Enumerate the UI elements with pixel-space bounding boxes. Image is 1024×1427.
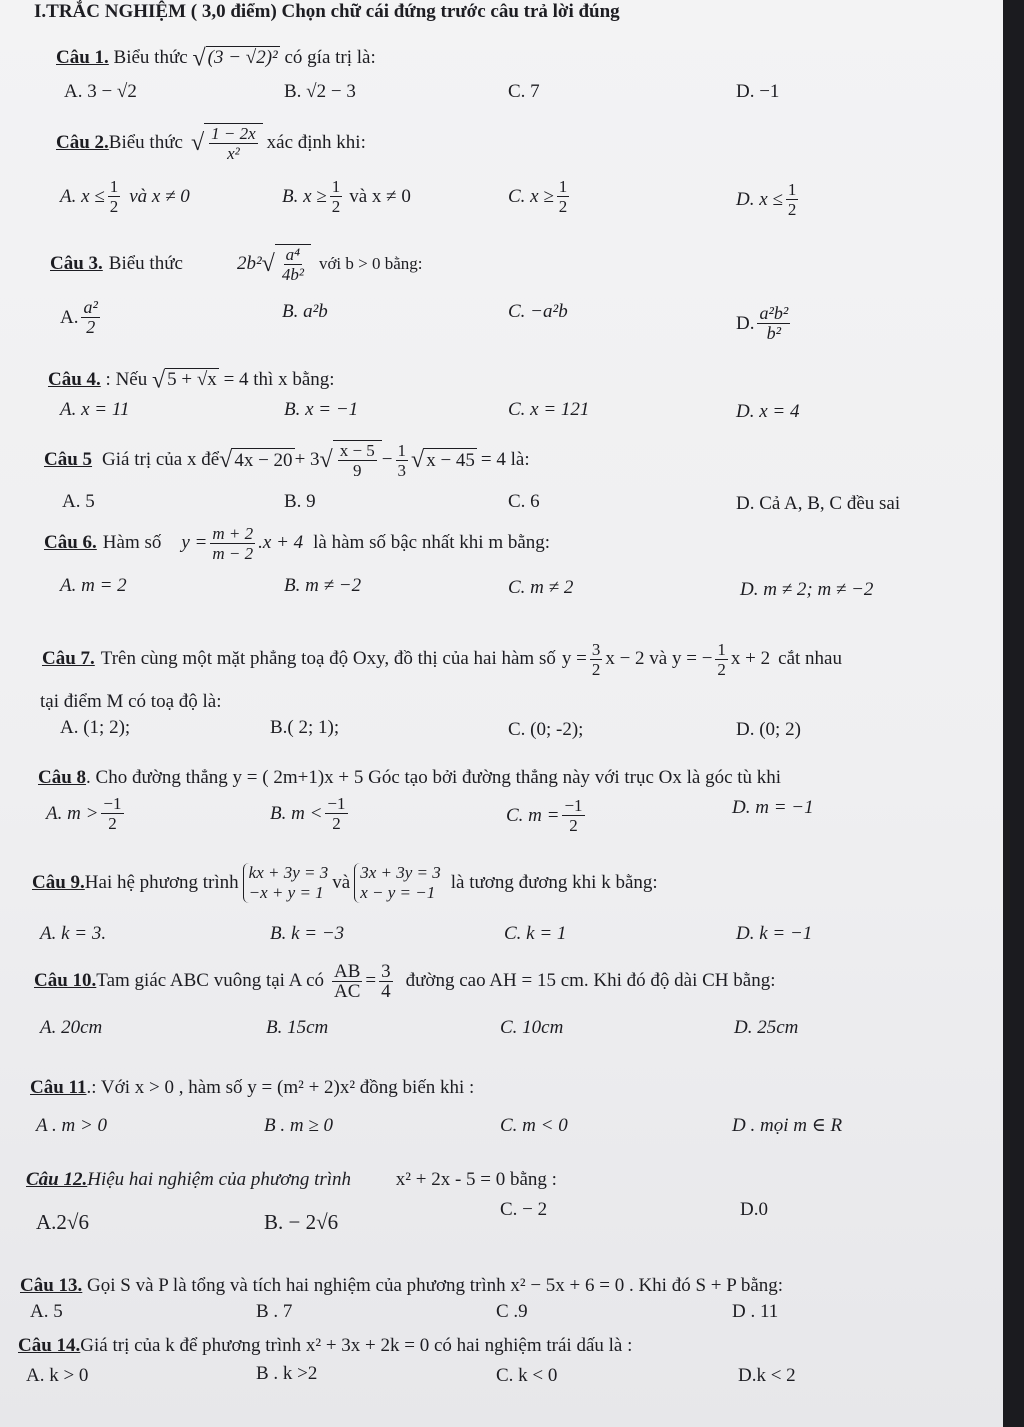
question-label: Câu 5 [44, 449, 93, 470]
q12-option-b[interactable]: B. − 2√6 [264, 1210, 339, 1234]
question-text: . Cho đường thẳng y = ( 2m+1)x + 5 Góc tạo bởi đường thẳng này với trục Ox là góc tù khi [86, 767, 782, 788]
q5-option-a[interactable]: A. 5 [62, 491, 95, 512]
question-3 [50, 236, 423, 292]
fraction: $\frac{1}{2}$ [331, 177, 341, 216]
question-5: Câu 5 Giá trị của x để √ 4x − 20 + 3 √ $\frac{x - 5}{9}$ − $\frac{1}{3}$ √ x − 45 = 4 là: [44, 440, 530, 480]
radicand: (3 − √2)² [207, 47, 278, 68]
question-label: Câu 14. [18, 1335, 81, 1356]
q1-option-b[interactable]: B. √2 − 3 [284, 81, 356, 102]
question-13 [20, 1274, 783, 1298]
sqrt-symbol: √ [192, 45, 206, 72]
q3-option-c[interactable]: C. −a²b [508, 301, 568, 322]
fraction: $\frac{3}{2}$ [591, 639, 601, 679]
q8-option-c[interactable]: C. m = $\frac{-1}{2}$ [506, 796, 583, 835]
q6-option-d[interactable]: D. m ≠ 2; m ≠ −2 [740, 579, 874, 600]
fraction: $\frac{1}{2}$ [558, 177, 568, 216]
q1-option-a[interactable]: A. 3 − √2 [64, 81, 137, 102]
sqrt-symbol: √ [219, 447, 233, 473]
question-label: Câu 13. [20, 1275, 83, 1296]
q10-option-c[interactable]: C. 10cm [500, 1017, 564, 1038]
fraction: $\frac{AB}{AC}$ [334, 960, 361, 1002]
question-label: Câu 11 [30, 1077, 87, 1098]
q14-option-a[interactable]: A. k > 0 [26, 1365, 89, 1386]
q7-option-c[interactable]: C. (0; -2); [508, 719, 584, 740]
fraction: $\frac{-1}{2}$ [103, 794, 122, 833]
question-label: Câu 12. [26, 1169, 88, 1190]
q14-option-d[interactable]: D.k < 2 [738, 1365, 796, 1386]
question-tail: = 4 thì x bằng: [223, 369, 335, 390]
fraction: $\frac{1 - 2x}{\text{x²}}$ [211, 124, 256, 163]
radicand: 4x − 20 [234, 449, 293, 471]
question-text: Hàm số [102, 532, 162, 553]
q9-option-b[interactable]: B. k = −3 [270, 923, 345, 944]
question-text: Giá trị của x để [102, 449, 220, 470]
question-tail: xác định khi: [266, 132, 366, 153]
q14-option-c[interactable]: C. k < 0 [496, 1365, 558, 1386]
q2-option-b[interactable]: B. x ≥ $\frac{1}{2}$ và x ≠ 0 [282, 177, 411, 216]
question-7: Câu 7. Trên cùng một mặt phẳng toạ độ Oxy, đồ thị của hai hàm số y = $\frac{3}{2}$ x − 2 và y = − $\frac{1}{2}$ x + 2 cắt nhau [42, 639, 842, 679]
fraction: $\frac{1}{2}$ [109, 177, 119, 216]
q2-option-a[interactable]: A. x ≤ $\frac{1}{2}$ và x ≠ 0 [60, 177, 190, 216]
q2-option-c[interactable]: C. x ≥ $\frac{1}{2}$ [508, 177, 568, 216]
question-10: Câu 10. Tam giác ABC vuông tại A có $\frac{AB}{AC}$ = $\frac{3}{4}$ đường cao AH = 15 cm. Khi đó độ dài CH bằng: [34, 960, 776, 1002]
question-6: Câu 6. Hàm số y = $\frac{m + 2}{m - 2}$ .x + 4 là hàm số bậc nhất khi m bằng: [44, 523, 551, 563]
question-label: Câu 9. [32, 872, 85, 893]
q13-option-b[interactable]: B . 7 [256, 1301, 293, 1322]
question-label: Câu 6. [44, 532, 97, 553]
q7-option-b[interactable]: B.( 2; 1); [270, 717, 340, 738]
question-tail: cắt nhau [778, 648, 842, 669]
q5-option-c[interactable]: C. 6 [508, 491, 540, 512]
question-tail: = 4 là: [480, 449, 530, 470]
q6-option-b[interactable]: B. m ≠ −2 [284, 575, 362, 596]
equation-system-2: 3x + 3y = 3 x − y = −1 [354, 863, 441, 903]
q8-option-b[interactable]: B. m < $\frac{-1}{2}$ [270, 794, 346, 833]
question-label: Câu 10. [34, 970, 97, 991]
q13-option-c[interactable]: C .9 [496, 1301, 528, 1322]
fraction: $\frac{\text{a⁴}}{\text{4b²}}$ [281, 245, 304, 284]
q5-option-d[interactable]: D. Cả A, B, C đều sai [736, 493, 901, 514]
question-2 [56, 118, 366, 168]
question-tail: với b > 0 bằng: [318, 254, 423, 273]
q9-option-d[interactable]: D. k = −1 [736, 923, 813, 944]
question-text: Biểu thức [113, 47, 188, 68]
q1-option-d[interactable]: D. −1 [736, 81, 780, 102]
radicand: 5 + √x [167, 369, 217, 390]
fraction: $\frac{-1}{2}$ [327, 794, 346, 833]
fraction: $\frac{x - 5}{9}$ [339, 441, 375, 480]
q10-option-d[interactable]: D. 25cm [734, 1017, 799, 1038]
q7-option-a[interactable]: A. (1; 2); [60, 717, 131, 738]
question-text: Gọi S và P là tổng và tích hai nghiệm của phương trình x² − 5x + 6 = 0 . Khi đó S + P bằng: [87, 1275, 784, 1296]
question-text: Biểu thức [108, 132, 183, 153]
question-text: : Nếu [105, 369, 148, 390]
dark-edge [1003, 0, 1024, 1427]
question-9: Câu 9. Hai hệ phương trình kx + 3y = 3 −x + y = 1 và 3x + 3y = 3 x − y = −1 là tương đương khi k bằng: [32, 863, 658, 902]
q4-option-a[interactable]: A. x = 11 [60, 399, 130, 420]
question-text: Trên cùng một mặt phẳng toạ độ Oxy, đồ thị của hai hàm số [100, 648, 556, 669]
question-text: Hiệu hai nghiệm của phương trình [87, 1169, 352, 1190]
question-label: Câu 4. [48, 369, 101, 390]
question-11 [30, 1076, 474, 1100]
q4-option-b[interactable]: B. x = −1 [284, 399, 359, 420]
fraction: $\frac{-1}{2}$ [564, 796, 583, 835]
q5-option-b[interactable]: B. 9 [284, 491, 316, 512]
q12-option-d[interactable]: D.0 [740, 1199, 768, 1220]
question-tail: là hàm số bậc nhất khi m bằng: [313, 532, 551, 553]
question-text: Giá trị của k để phương trình x² + 3x + 2k = 0 có hai nghiệm trái dấu là : [80, 1335, 633, 1356]
q11-option-d[interactable]: D . mọi m ∈ R [732, 1115, 843, 1136]
question-text: .: Với x > 0 , hàm số y = (m² + 2)x² đồng biến khi : [86, 1077, 475, 1098]
radicand: x − 45 [426, 449, 475, 471]
sqrt-symbol: √ [319, 447, 333, 473]
question-4 [48, 368, 335, 393]
q2-option-d[interactable]: D. x ≤ $\frac{1}{2}$ [736, 180, 797, 219]
fraction: $\frac{1}{3}$ [397, 440, 407, 480]
question-label: Câu 8 [38, 767, 87, 788]
q11-option-a[interactable]: A . m > 0 [36, 1115, 108, 1136]
q8-option-d[interactable]: D. m = −1 [732, 797, 814, 818]
question-text: Hai hệ phương trình [84, 872, 239, 893]
question-8 [38, 766, 781, 790]
question-label: Câu 7. [42, 648, 95, 669]
sqrt-symbol: √ [151, 367, 166, 394]
fraction: $\frac{m + 2}{m - 2}$ [212, 523, 254, 563]
question-tail: đường cao AH = 15 cm. Khi đó độ dài CH bằng: [405, 970, 776, 991]
fraction: $\frac{\text{a²b²}}{\text{b²}}$ [759, 303, 789, 343]
question-1 [56, 46, 376, 71]
q11-option-b[interactable]: B . m ≥ 0 [264, 1115, 334, 1136]
fraction: $\frac{1}{2}$ [787, 180, 797, 219]
question-7-line2: tại điểm M có toạ độ là: [40, 691, 222, 712]
q13-option-d[interactable]: D . 11 [732, 1301, 779, 1322]
q3-option-b[interactable]: B. a²b [282, 301, 328, 322]
q10-option-b[interactable]: B. 15cm [266, 1017, 329, 1038]
section-header: I.TRẮC NGHIỆM ( 3,0 điểm) Chọn chữ cái đứng trước câu trả lời đúng [34, 1, 620, 22]
fraction: $\frac{1}{2}$ [717, 639, 726, 679]
q13-option-a[interactable]: A. 5 [30, 1301, 63, 1322]
question-label: Câu 3. [50, 253, 103, 274]
fraction: $\frac{\text{a²}}{2}$ [83, 297, 98, 337]
question-12 [26, 1168, 557, 1192]
q9-option-c[interactable]: C. k = 1 [504, 923, 567, 944]
q7-option-d[interactable]: D. (0; 2) [736, 719, 801, 740]
question-label: Câu 2. [56, 132, 109, 153]
q9-option-a[interactable]: A. k = 3. [40, 923, 107, 944]
q3-option-d[interactable]: D. $\frac{\text{a²b²}}{\text{b²}}$ [736, 303, 789, 343]
sqrt-symbol: √ [411, 447, 425, 473]
equation-system-1: kx + 3y = 3 −x + y = 1 [243, 863, 329, 903]
q11-option-c[interactable]: C. m < 0 [500, 1115, 568, 1136]
sqrt-symbol: √ [261, 251, 275, 277]
q14-option-b[interactable]: B . k >2 [256, 1363, 318, 1384]
q12-option-a[interactable]: A.2√6 [36, 1210, 89, 1234]
q6-option-c[interactable]: C. m ≠ 2 [508, 577, 574, 598]
q8-option-a[interactable]: A. m > $\frac{-1}{2}$ [46, 794, 122, 833]
fraction: $\frac{3}{4}$ [381, 960, 391, 1002]
question-label: Câu 1. [56, 47, 109, 68]
question-text: Biểu thức [108, 253, 183, 274]
question-tail: là tương đương khi k bằng: [450, 872, 658, 893]
question-tail: có gía trị là: [284, 47, 376, 68]
q12-option-c[interactable]: C. − 2 [500, 1199, 548, 1220]
sqrt-symbol: √ [190, 130, 205, 156]
equation: x² + 2x - 5 = 0 bằng : [395, 1169, 557, 1190]
q6-option-a[interactable]: A. m = 2 [60, 575, 127, 596]
q3-option-a[interactable]: A. $\frac{\text{a²}}{2}$ [60, 297, 98, 337]
coefficient: 2b² [236, 253, 262, 274]
q4-option-c[interactable]: C. x = 121 [508, 399, 590, 420]
q1-option-c[interactable]: C. 7 [508, 81, 540, 102]
q4-option-d[interactable]: D. x = 4 [736, 401, 800, 422]
q10-option-a[interactable]: A. 20cm [40, 1017, 103, 1038]
question-text: Tam giác ABC vuông tại A có [96, 970, 324, 991]
question-14 [18, 1334, 632, 1358]
